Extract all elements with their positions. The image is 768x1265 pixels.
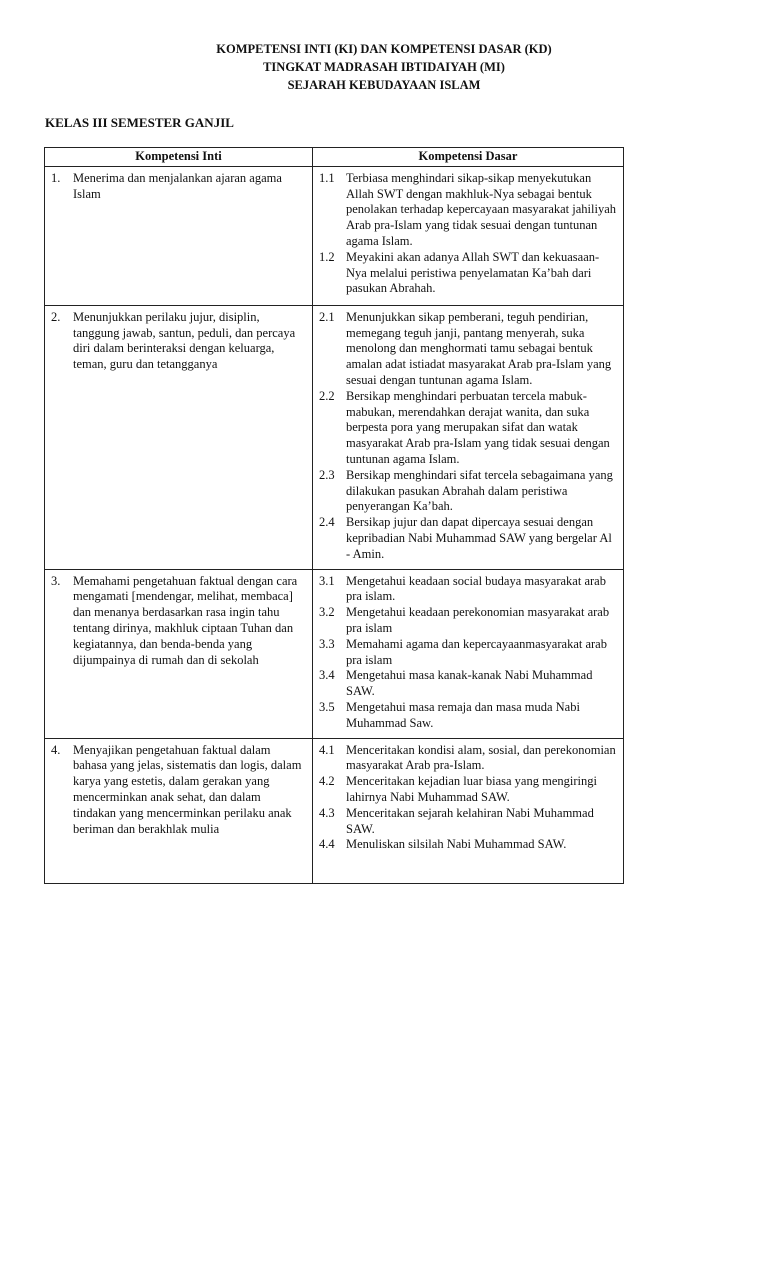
kd-text: Menuliskan silsilah Nabi Muhammad SAW.: [346, 837, 567, 852]
kd-number: 1.1: [319, 170, 335, 185]
ki-text: Menerima dan menjalankan ajaran agama Islam: [73, 170, 282, 201]
kd-text: Memahami agama dan kepercayaanmasyarakat arab pra islam: [346, 636, 607, 667]
kd-text: Mengetahui masa remaja dan masa muda Nabi Muhammad Saw.: [346, 699, 580, 730]
kd-item: [319, 806, 617, 838]
kd-text: Bersikap menghindari perbuatan tercela mabuk-mabukan, merendahkan derajat wanita, dan suka berpesta pora yang merupakan sifat dan watak masyarakat Arab pra-Islam yang tidak sesuai dengan tuntunan agama Islam.: [346, 388, 610, 466]
header-title-line-3: SEJARAH KEBUDAYAAN ISLAM: [287, 78, 481, 92]
kd-text: Menceritakan kondisi alam, sosial, dan perekonomian masyarakat Arab pra-Islam.: [346, 742, 616, 773]
ki-item: [51, 310, 306, 373]
table-row: [45, 569, 624, 738]
ki-number: 3.: [51, 573, 61, 588]
header-title-line-1: KOMPETENSI INTI (KI) DAN KOMPETENSI DASAR (KD): [216, 42, 552, 56]
kd-item: [319, 515, 617, 562]
kd-item: [319, 250, 617, 297]
kd-number: 4.1: [319, 742, 335, 757]
ki-cell: [45, 166, 313, 305]
ki-item: [51, 574, 306, 669]
ki-text: Menunjukkan perilaku jujur, disiplin, tanggung jawab, santun, peduli, dan percaya diri dalam berinteraksi dengan keluarga, teman, guru dan tetangganya: [73, 309, 296, 372]
kd-cell: [313, 569, 624, 738]
ki-text: Menyajikan pengetahuan faktual dalam bahasa yang jelas, sistematis dan logis, dalam karya yang estetis, dalam gerakan yang mencerminkan anak sehat, dan dalam tindakan yang mencerminkan perilaku anak beriman dan berakhlak mulia: [73, 742, 302, 836]
kd-number: 4.3: [319, 805, 335, 820]
kd-item: [319, 637, 617, 669]
kd-cell: [313, 738, 624, 883]
kd-item: [319, 171, 617, 250]
table-row: [45, 305, 624, 569]
kd-number: 3.4: [319, 668, 335, 683]
kd-item: [319, 605, 617, 637]
kd-cell: [313, 166, 624, 305]
kd-text: Bersikap jujur dan dapat dipercaya sesuai dengan kepribadian Nabi Muhammad SAW yang bergelar Al - Amin.: [346, 515, 612, 561]
kd-text: Menceritakan sejarah kelahiran Nabi Muhammad SAW.: [346, 805, 594, 836]
kd-text: Menceritakan kejadian luar biasa yang mengiringi lahirnya Nabi Muhammad SAW.: [346, 774, 597, 804]
kd-item: [319, 468, 617, 515]
kd-item: [319, 310, 617, 389]
kd-item: [319, 774, 617, 806]
ki-number: 4.: [51, 742, 61, 757]
kd-number: 3.3: [319, 636, 335, 651]
ki-item: [51, 743, 306, 838]
competency-table: [44, 147, 624, 884]
kd-text: Menunjukkan sikap pemberani, teguh pendirian, memegang teguh janji, pantang menyerah, suka menolong dan menghormati tamu sebagai bentuk amalan adat istiadat masyarakat Arab pra-Islam yang sesuai dengan tuntunan agama Islam.: [346, 309, 612, 387]
ki-cell: [45, 738, 313, 883]
kd-item: [319, 700, 617, 732]
kd-number: 3.1: [319, 573, 335, 588]
kd-item: [319, 389, 617, 468]
kd-text: Mengetahui keadaan social budaya masyarakat arab pra islam.: [346, 573, 606, 604]
ki-item: [51, 171, 306, 203]
kd-number: 2.3: [319, 467, 335, 482]
kd-text: Mengetahui masa kanak-kanak Nabi Muhammad SAW.: [346, 668, 593, 699]
column-header-kd: Kompetensi Dasar: [313, 148, 624, 167]
kd-cell: [313, 305, 624, 569]
table-row: [45, 166, 624, 305]
column-header-ki: Kompetensi Inti: [45, 148, 313, 167]
kd-text: Mengetahui keadaan perekonomian masyarakat arab pra islam: [346, 605, 610, 635]
header-title-line-2: TINGKAT MADRASAH IBTIDAIYAH (MI): [263, 60, 505, 74]
kd-number: 2.1: [319, 309, 335, 324]
kd-number: 2.2: [319, 388, 335, 403]
kd-item: [319, 574, 617, 606]
kd-number: 3.2: [319, 605, 335, 620]
kd-text: Terbiasa menghindari sikap-sikap menyekutukan Allah SWT dengan makhluk-Nya sebagai bentuk penolakan terhadap kepercayaan masyarakat jahiliyah Arab pra-Islam yang tidak sesuai dengan tuntunan agama Islam.: [346, 170, 617, 248]
ki-number: 2.: [51, 309, 61, 324]
ki-text: Memahami pengetahuan faktual dengan cara mengamati [mendengar, melihat, membaca] dan menanya berdasarkan rasa ingin tahu tentang dirinya, makhluk ciptaan Tuhan dan kegiatannya, dan benda-benda yang dijumpainya di rumah dan di sekolah: [73, 573, 298, 667]
ki-number: 1.: [51, 170, 61, 185]
kd-number: 2.4: [319, 515, 335, 530]
class-semester-label: KELAS III SEMESTER GANJIL: [45, 115, 234, 130]
ki-cell: [45, 305, 313, 569]
kd-number: 1.2: [319, 249, 335, 264]
kd-text: Meyakini akan adanya Allah SWT dan kekuasaan-Nya melalui peristiwa penyelamatan Ka’bah dari pasukan Abrahah.: [346, 249, 600, 296]
kd-item: [319, 668, 617, 700]
kd-number: 4.4: [319, 837, 335, 852]
kd-item: [319, 743, 617, 775]
kd-number: 4.2: [319, 774, 335, 789]
kd-number: 3.5: [319, 699, 335, 714]
ki-cell: [45, 569, 313, 738]
document-header: [0, 40, 768, 94]
table-header-row: [45, 148, 624, 167]
kd-item: [319, 837, 617, 853]
table-row: [45, 738, 624, 883]
kd-text: Bersikap menghindari sifat tercela sebagaimana yang dilakukan pasukan Abrahah dalam peristiwa penyerangan Ka’bah.: [346, 467, 613, 514]
